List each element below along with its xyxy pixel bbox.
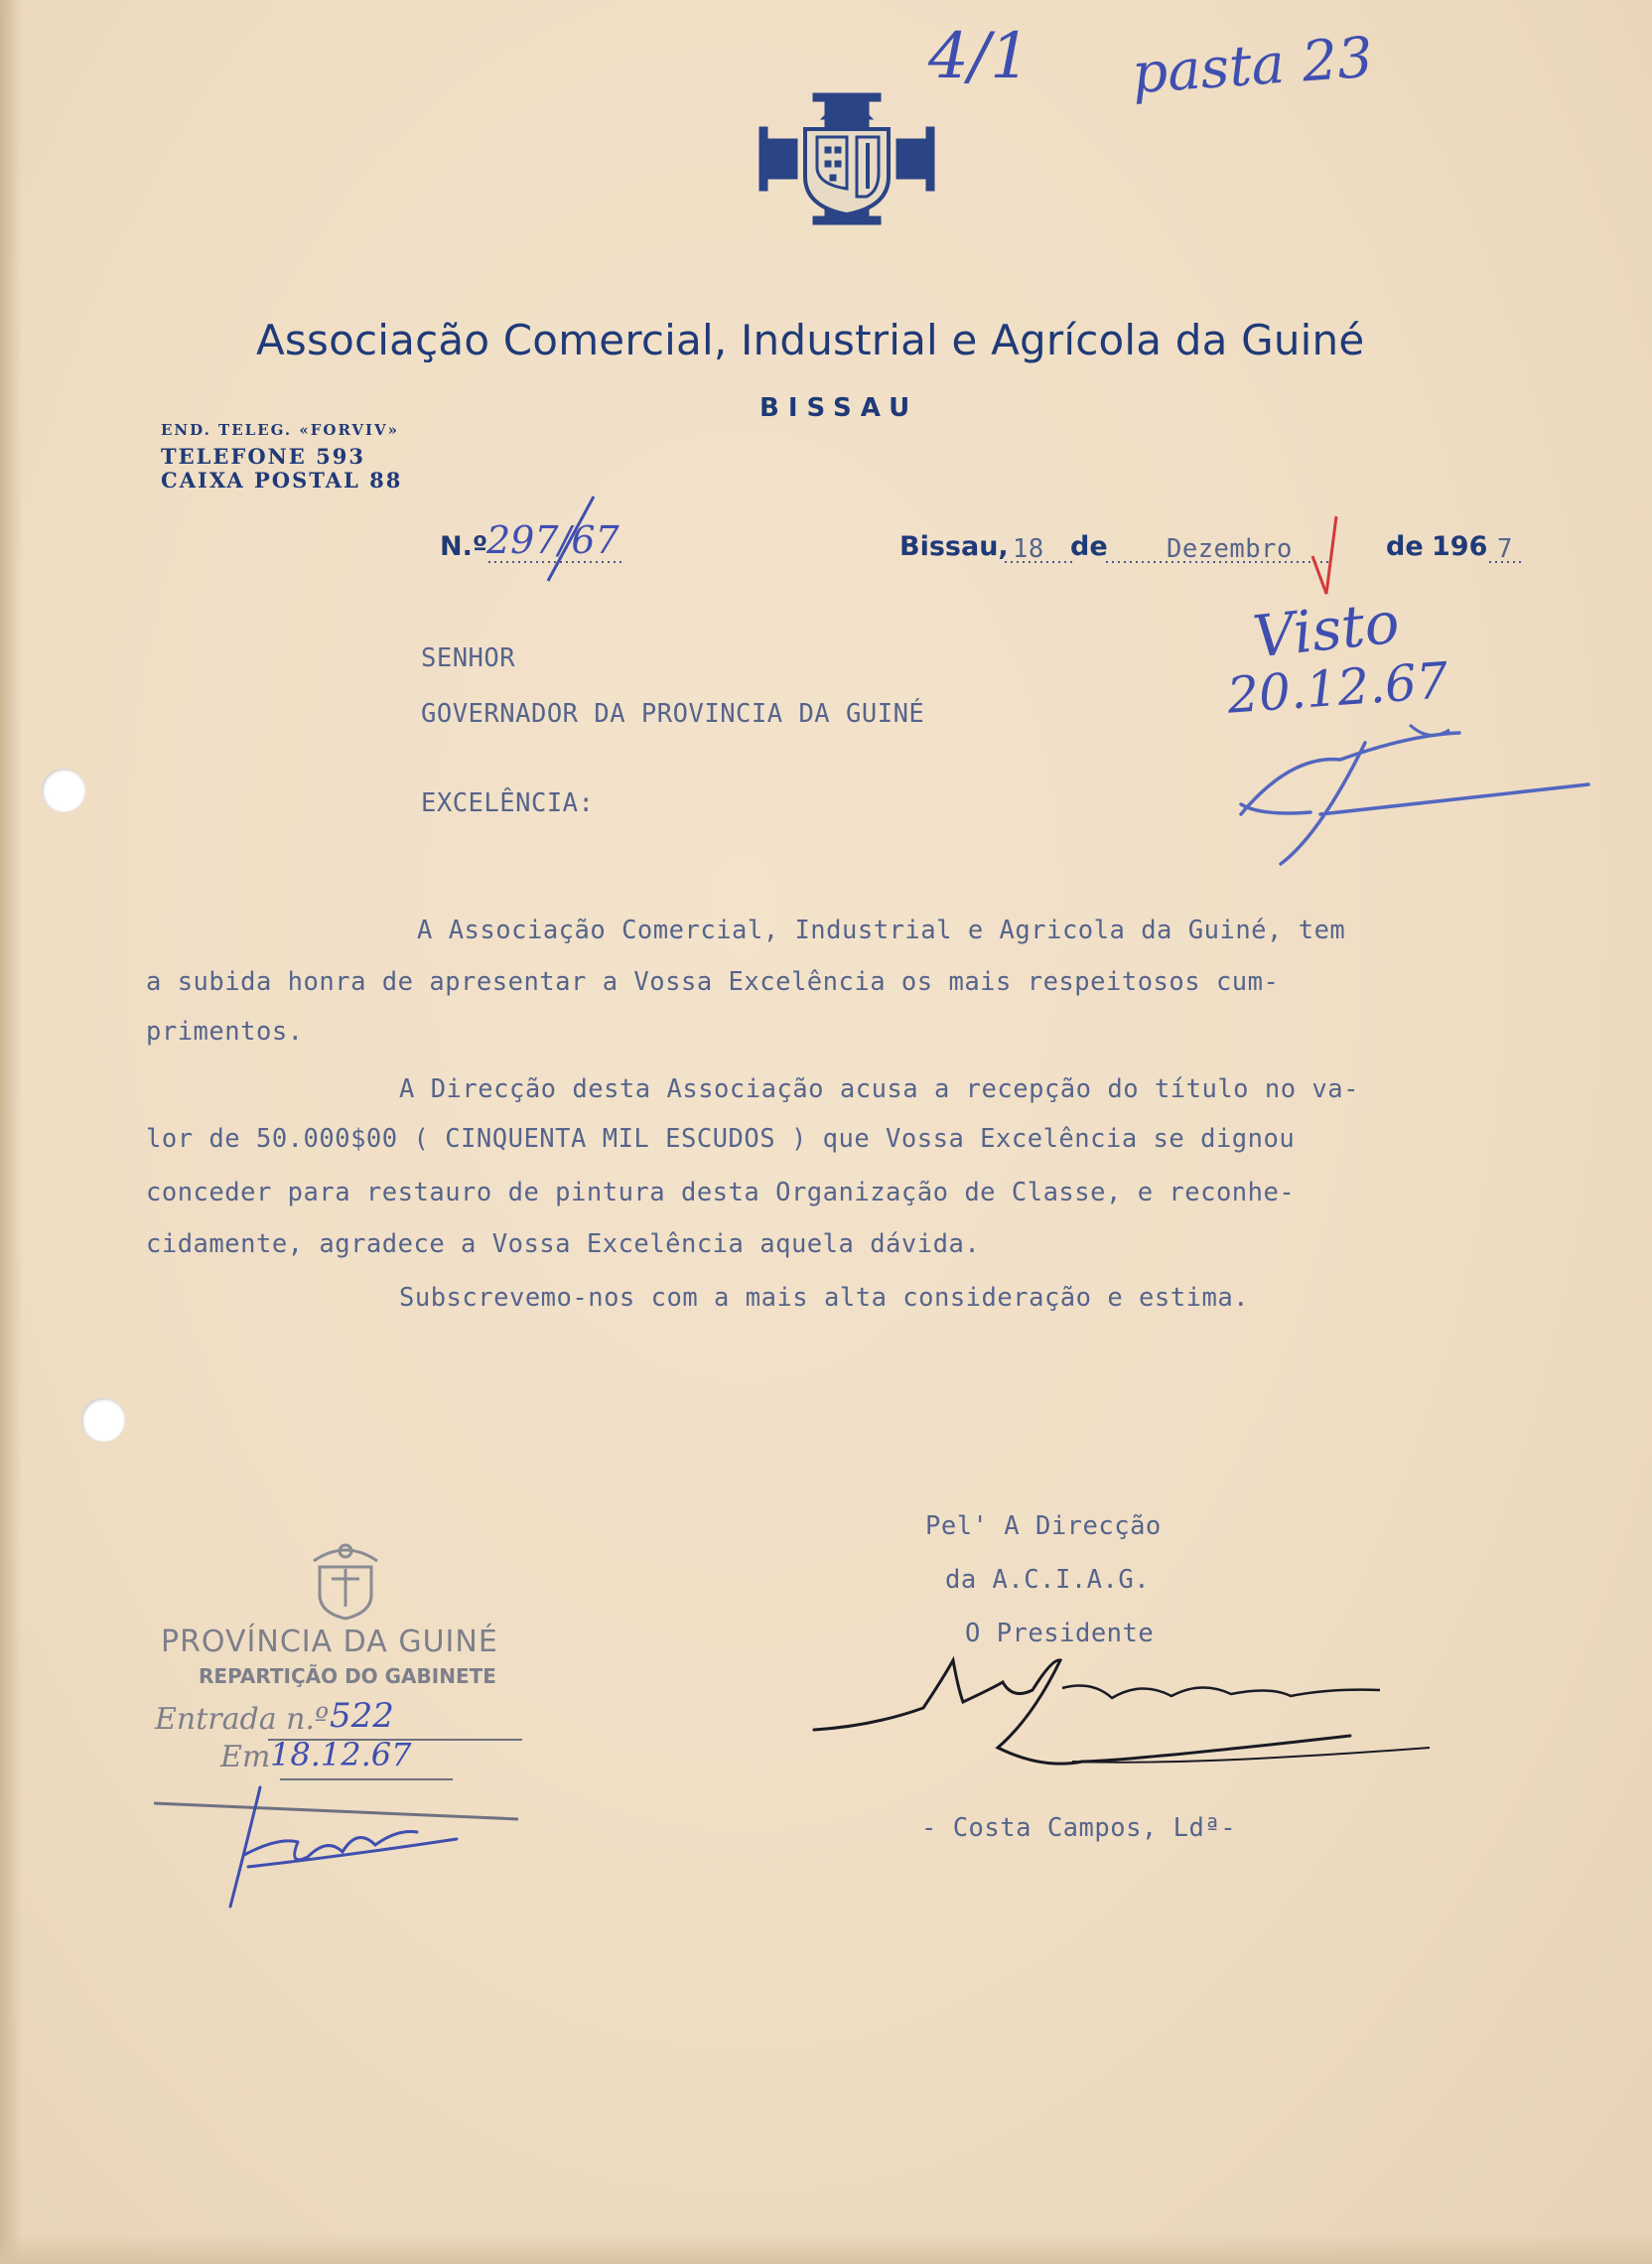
handwritten-visto-date: 20.12.67: [1225, 651, 1450, 725]
body-line-1: A Associação Comercial, Industrial e Agricola da Guiné, tem: [417, 916, 1346, 945]
handwritten-folder-note: pasta 23: [1130, 25, 1375, 107]
number-label: N.º: [440, 531, 488, 562]
telegraph-address: END. TELEG. «FORVIV»: [161, 421, 400, 439]
body-line-6: conceder para restauro de pintura desta Organização de Classe, e reconhe-: [146, 1178, 1296, 1207]
place-label: Bissau,: [899, 531, 1009, 562]
date-de-2: de: [1386, 531, 1424, 562]
date-day: 18: [1013, 534, 1044, 564]
body-line-4: A Direcção desta Associação acusa a recepção do título no va-: [399, 1074, 1359, 1104]
salutation: EXCELÊNCIA:: [421, 788, 595, 818]
letterhead-city: BISSAU: [759, 393, 919, 423]
addressee-title: SENHOR: [421, 643, 516, 673]
closing-line-1: Pel' A Direcção: [925, 1511, 1162, 1541]
date-year-prefix: 196: [1432, 531, 1488, 562]
organization-name: Associação Comercial, Industrial e Agrícola da Guiné: [256, 316, 1365, 364]
company-name: - Costa Campos, Ldª-: [921, 1813, 1237, 1843]
reference-number: 297/67: [486, 518, 620, 562]
addressee-office: GOVERNADOR DA PROVINCIA DA GUINÉ: [421, 699, 925, 729]
body-line-3: primentos.: [146, 1017, 304, 1047]
body-line-5: lor de 50.000$00 ( CINQUENTA MIL ESCUDOS ) que Vossa Excelência se dignou: [146, 1124, 1296, 1154]
stamp-entry-number: 522: [330, 1696, 394, 1736]
stamp-entry-label: Entrada n.º: [155, 1702, 330, 1737]
po-box: CAIXA POSTAL 88: [161, 468, 403, 493]
telephone: TELEFONE 593: [161, 444, 365, 469]
body-line-8: Subscrevemo-nos com a mais alta consideração e estima.: [399, 1283, 1250, 1313]
body-line-7: cidamente, agradece a Vossa Excelência aquela dávida.: [146, 1229, 981, 1259]
closing-line-3: O Presidente: [965, 1619, 1155, 1648]
body-line-2: a subida honra de apresentar a Vossa Excelência os mais respeitosos cum-: [146, 967, 1280, 997]
coat-of-arms-icon: [759, 93, 934, 224]
handwritten-visto: Visto: [1249, 588, 1403, 671]
stamp-date-value: 18.12.67: [270, 1736, 412, 1773]
stamp-province: PROVÍNCIA DA GUINÉ: [161, 1625, 498, 1659]
date-year-suffix: 7: [1497, 534, 1513, 564]
stamp-date-label: Em: [220, 1740, 271, 1774]
date-de-1: de: [1070, 531, 1108, 562]
date-month: Dezembro: [1167, 534, 1293, 564]
stamp-department: REPARTIÇÃO DO GABINETE: [199, 1664, 496, 1688]
handwritten-number: 4/1: [928, 20, 1031, 93]
stamp-crest-icon: [314, 1545, 377, 1619]
closing-line-2: da A.C.I.A.G.: [945, 1565, 1151, 1595]
